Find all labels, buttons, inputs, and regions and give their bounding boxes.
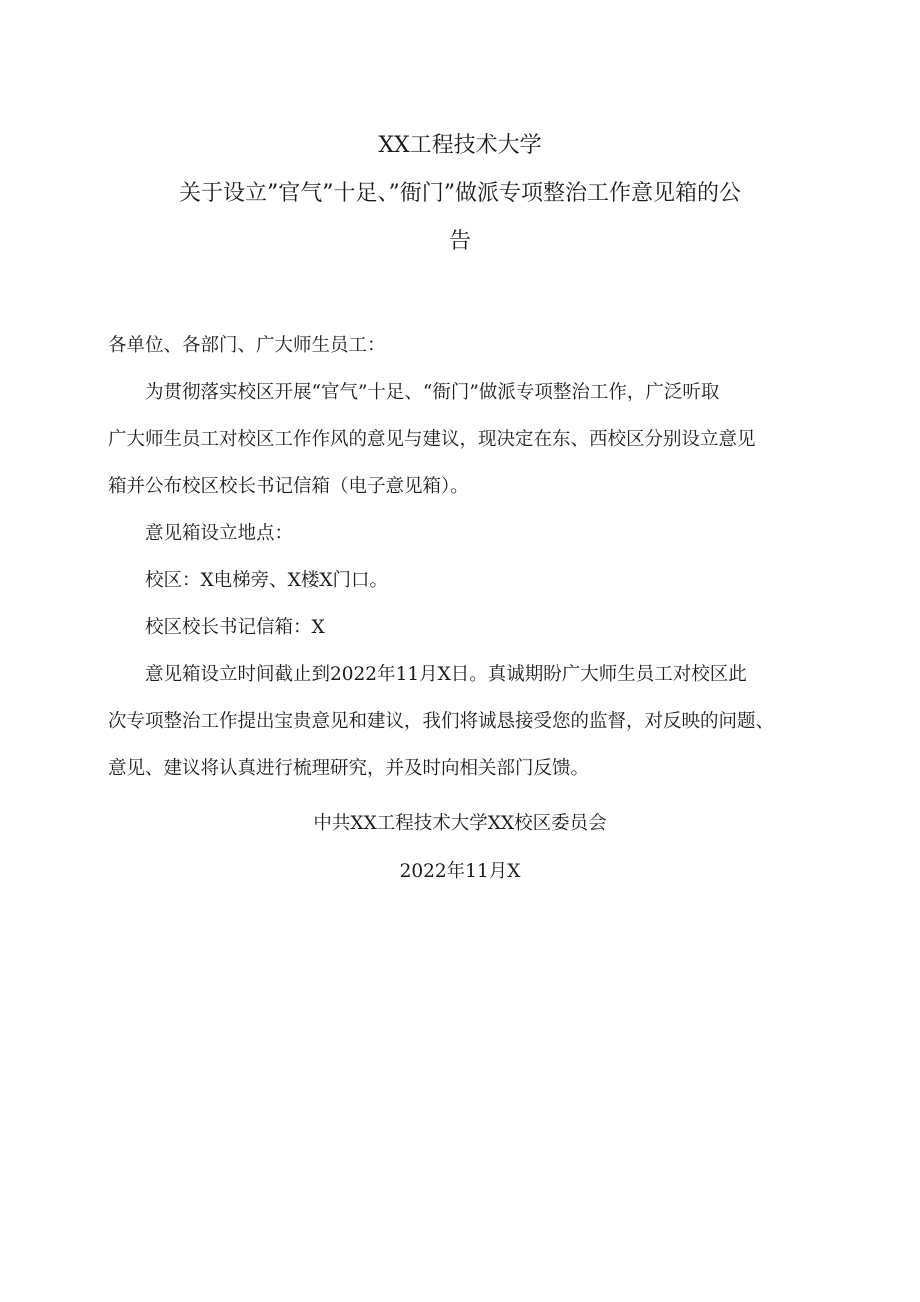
document-body xyxy=(108,322,828,792)
location-detail: 校区：X电梯旁、X楼X门口。 xyxy=(145,570,389,591)
salutation: 各单位、各部门、广大师生员工： xyxy=(108,335,386,356)
email-line: 校区校长书记信箱：X xyxy=(145,617,325,638)
title-line-1: 关于设立”官气”十足、”衙门”做派专项整治工作意见箱的公 xyxy=(179,181,741,206)
title-line-2: 告 xyxy=(448,229,471,254)
closing-paragraph: 意见箱设立时间截止到2022年11月X日。真诚期盼广大师生员工对校区此 次专项整治工作提出宝贵意见和建议，我们将诚恳接受您的监督，对反映的问题、 意见、建议将认真进行梳理研究，并及时向相关部门反馈。 xyxy=(108,664,775,779)
location-heading: 意见箱设立地点： xyxy=(145,523,294,544)
intro-paragraph: 为贯彻落实校区开展“官气”十足、“衙门”做派专项整治工作，广泛听取 广大师生员工对校区工作作风的意见与建议，现决定在东、西校区分别设立意见 箱并公布校区校长书记信箱（电子意见箱）。 xyxy=(108,382,756,497)
signature-date: 2022年11月X xyxy=(399,861,521,882)
document-title xyxy=(0,122,920,266)
signature-organization: 中共XX工程技术大学XX校区委员会 xyxy=(313,813,607,834)
school-name: XX工程技术大学 xyxy=(378,133,542,158)
